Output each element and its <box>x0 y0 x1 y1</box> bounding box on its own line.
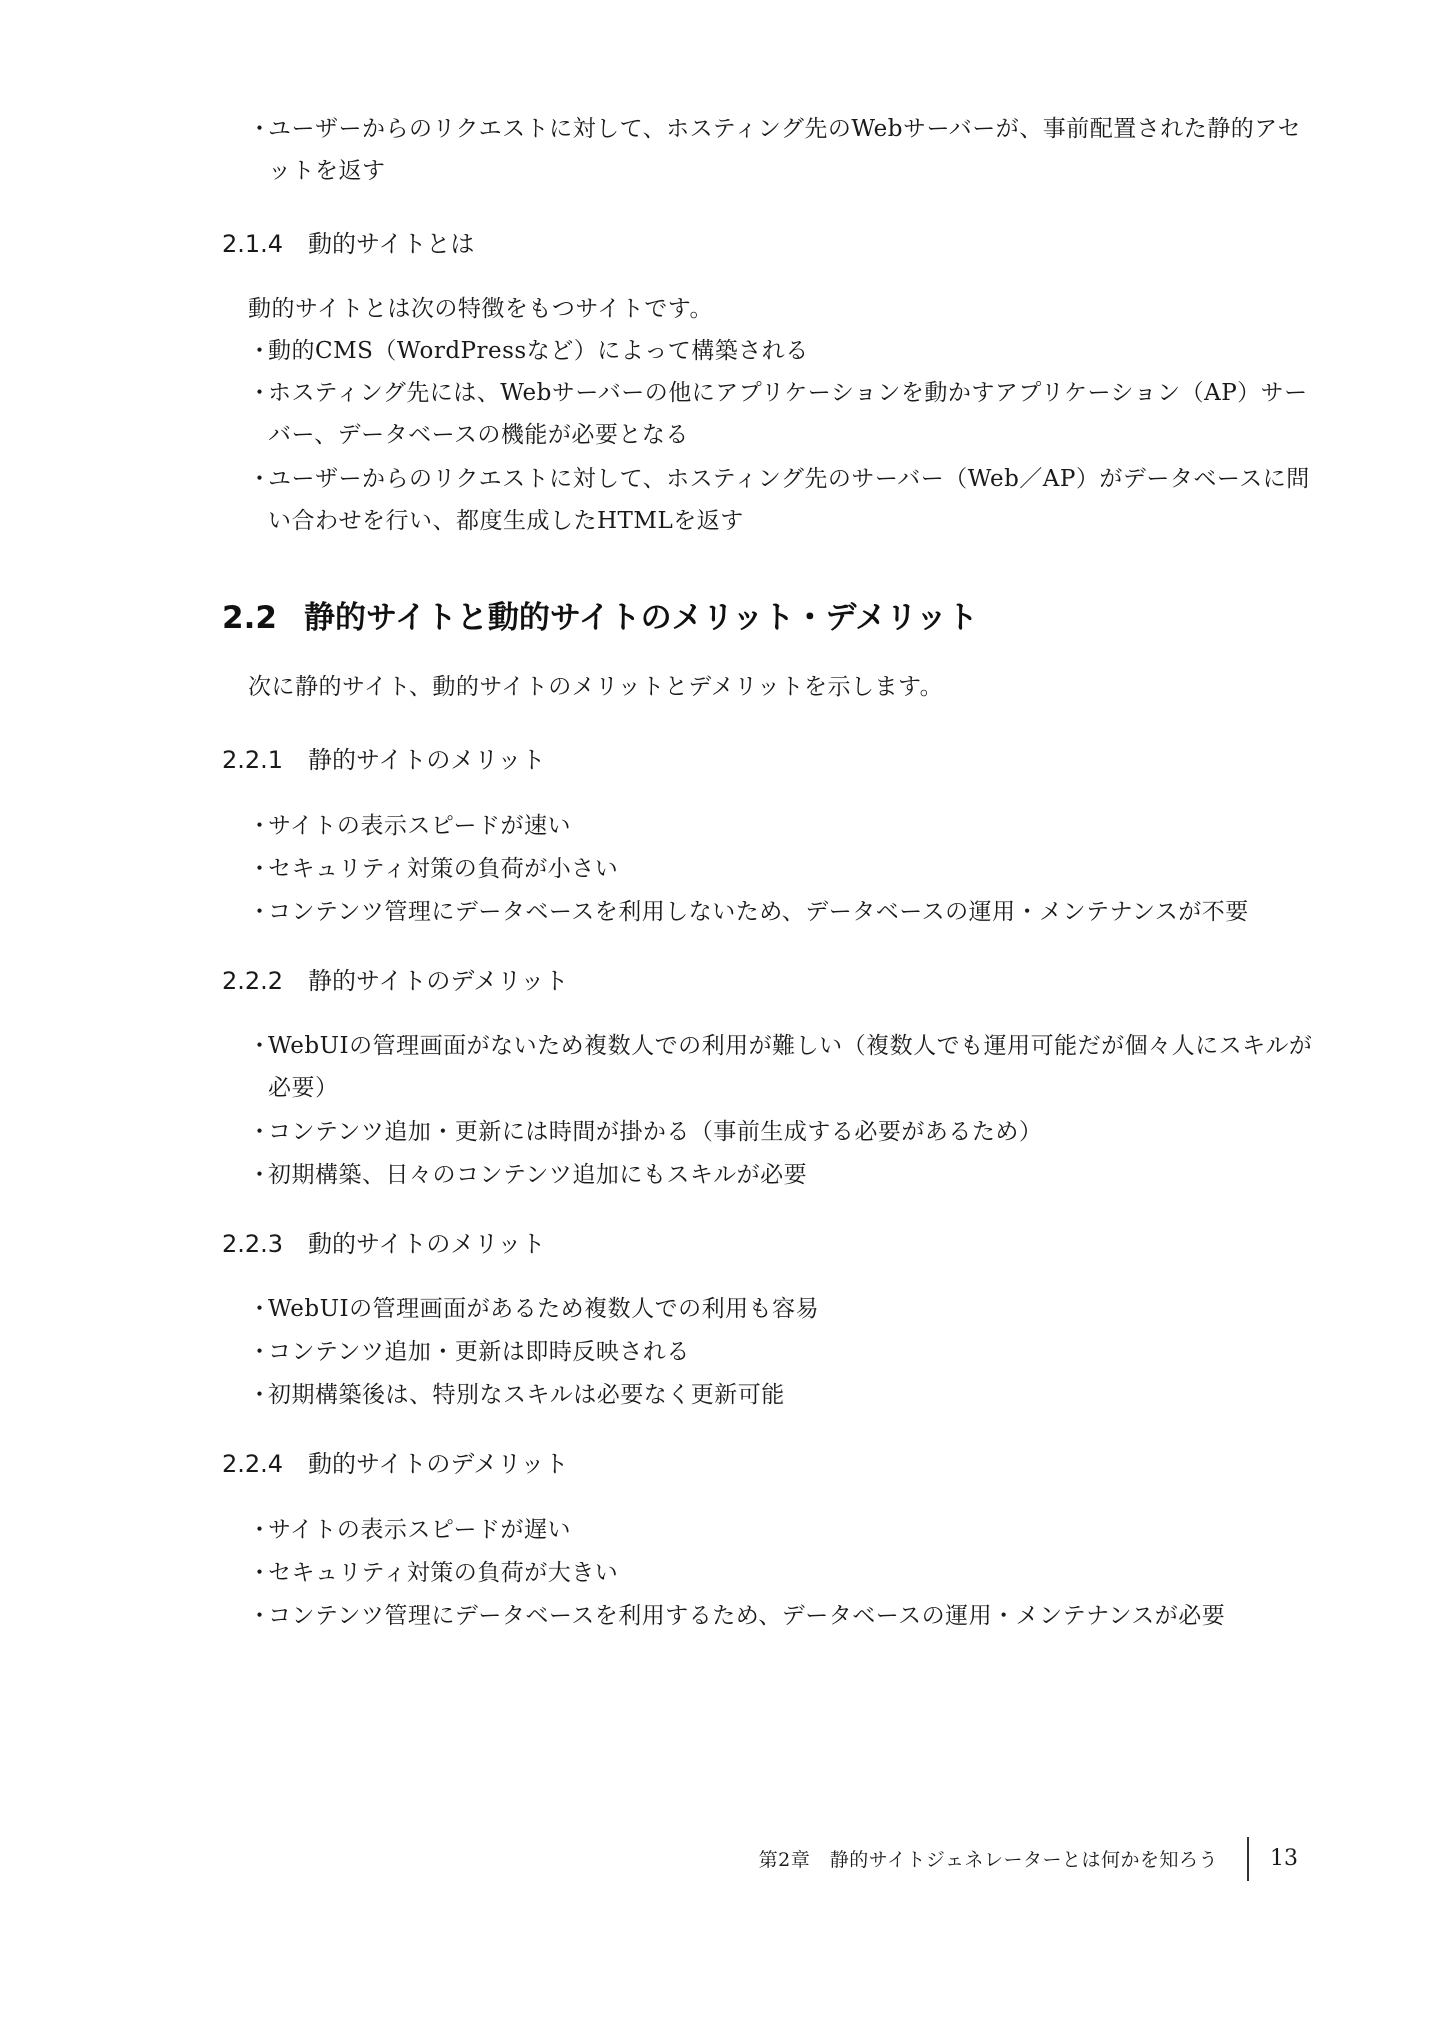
heading-title: 動的サイトのメリット <box>308 1230 546 1258</box>
list-item-text: 動的CMS（WordPressなど）によって構築される <box>268 338 809 364</box>
paragraph: 動的サイトとは次の特徴をもつサイトです。 <box>248 296 713 322</box>
bullet-mark: ・ <box>248 1603 272 1629</box>
heading-2-2-3 <box>222 1227 545 1261</box>
list-item <box>248 108 1318 192</box>
bullet-mark: ・ <box>248 899 272 925</box>
list-item-text: WebUIの管理画面がないため複数人での利用が難しい（複数人でも運用可能だが個々人にスキルが必要） <box>268 1033 1313 1101</box>
list-item-text: セキュリティ対策の負荷が小さい <box>268 856 619 882</box>
list-item <box>248 458 1318 542</box>
bullet-mark: ・ <box>248 116 272 142</box>
heading-title: 動的サイトとは <box>308 230 475 258</box>
list-item <box>248 1331 1318 1373</box>
list-item <box>248 1374 1318 1416</box>
list-item-text: サイトの表示スピードが遅い <box>268 1517 571 1543</box>
list-item <box>248 891 1318 933</box>
bullet-mark: ・ <box>248 1560 272 1586</box>
heading-number: 2.2.2 <box>222 967 284 995</box>
bullet-mark: ・ <box>248 380 272 406</box>
list-item <box>248 1509 1318 1551</box>
heading-number: 2.2 <box>222 600 277 636</box>
list-item-text: ユーザーからのリクエストに対して、ホスティング先のサーバー（Web／AP）がデータベースに問い合わせを行い、都度生成したHTMLを返す <box>268 466 1310 534</box>
list-item-text: ユーザーからのリクエストに対して、ホスティング先のWebサーバーが、事前配置された静的アセットを返す <box>268 116 1302 184</box>
list-item-text: ホスティング先には、Webサーバーの他にアプリケーションを動かすアプリケーション（AP）サーバー、データベースの機能が必要となる <box>268 380 1308 448</box>
heading-number: 2.2.4 <box>222 1450 284 1478</box>
bullet-mark: ・ <box>248 1296 272 1322</box>
list-item <box>248 805 1318 847</box>
list-item <box>248 1111 1318 1153</box>
list-item <box>248 1025 1318 1109</box>
heading-2-1-4 <box>222 227 474 261</box>
heading-2-2 <box>222 596 978 640</box>
bullet-mark: ・ <box>248 1517 272 1543</box>
list-item <box>248 372 1318 456</box>
list-item <box>248 1552 1318 1594</box>
bullet-mark: ・ <box>248 1119 272 1145</box>
list-item-text: WebUIの管理画面があるため複数人での利用も容易 <box>268 1296 820 1322</box>
list-item <box>248 1595 1318 1637</box>
heading-title: 静的サイトのデメリット <box>308 967 569 995</box>
list-item-text: セキュリティ対策の負荷が大きい <box>268 1560 619 1586</box>
list-item <box>248 1154 1318 1196</box>
heading-2-2-1 <box>222 743 545 777</box>
bullet-mark: ・ <box>248 813 272 839</box>
heading-number: 2.1.4 <box>222 230 284 258</box>
list-item-text: コンテンツ管理にデータベースを利用するため、データベースの運用・メンテナンスが必要 <box>268 1603 1226 1629</box>
heading-title: 静的サイトと動的サイトのメリット・デメリット <box>304 600 978 636</box>
bullet-mark: ・ <box>248 1033 272 1059</box>
heading-2-2-2 <box>222 964 568 998</box>
list-item-text: サイトの表示スピードが速い <box>268 813 571 839</box>
heading-2-2-4 <box>222 1447 568 1481</box>
list-item-text: 初期構築後は、特別なスキルは必要なく更新可能 <box>268 1382 785 1408</box>
page-number: 13 <box>1270 1846 1298 1871</box>
heading-title: 静的サイトのメリット <box>308 746 546 774</box>
footer-divider <box>1247 1837 1249 1881</box>
bullet-mark: ・ <box>248 466 272 492</box>
list-item-text: コンテンツ追加・更新には時間が掛かる（事前生成する必要があるため） <box>268 1119 1043 1145</box>
bullet-mark: ・ <box>248 338 272 364</box>
bullet-mark: ・ <box>248 1162 272 1188</box>
heading-number: 2.2.3 <box>222 1230 284 1258</box>
paragraph: 次に静的サイト、動的サイトのメリットとデメリットを示します。 <box>248 674 944 700</box>
heading-number: 2.2.1 <box>222 746 284 774</box>
running-footer-chapter: 第2章 静的サイトジェネレーターとは何かを知ろう <box>758 1849 1218 1871</box>
bullet-mark: ・ <box>248 1339 272 1365</box>
list-item-text: 初期構築、日々のコンテンツ追加にもスキルが必要 <box>268 1162 808 1188</box>
list-item-text: コンテンツ追加・更新は即時反映される <box>268 1339 690 1365</box>
list-item <box>248 848 1318 890</box>
bullet-mark: ・ <box>248 1382 272 1408</box>
list-item <box>248 330 1318 372</box>
bullet-mark: ・ <box>248 856 272 882</box>
list-item-text: コンテンツ管理にデータベースを利用しないため、データベースの運用・メンテナンスが不要 <box>268 899 1249 925</box>
heading-title: 動的サイトのデメリット <box>308 1450 569 1478</box>
list-item <box>248 1288 1318 1330</box>
